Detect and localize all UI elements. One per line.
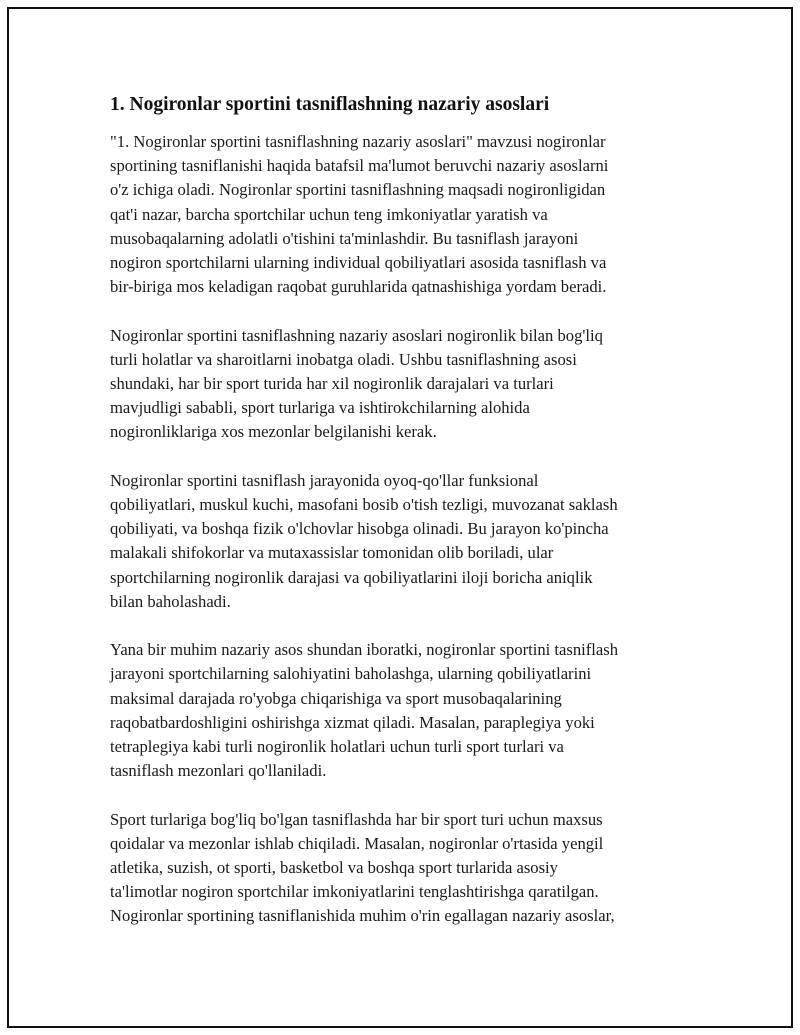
section-heading: 1. Nogironlar sportini tasniflashning nazariy asoslari bbox=[110, 94, 550, 115]
document-body bbox=[110, 92, 690, 953]
paragraph-3: Nogironlar sportini tasniflash jarayonida oyoq-qo'llar funksional qobiliyatlari, muskul kuchi, masofani bosib o'tish tezligi, muvozanat saklash qobiliyati, va boshqa fizik o'lchovlar hisobga olinadi. Bu jarayon ko'pincha malakali shifokorlar va mutaxassislar tomonidan olib boriladi, ular sportchilarning nogironlik darajasi va qobiliyatlarini iloji boricha aniqlik bilan baholashadi. bbox=[110, 470, 618, 611]
paragraph-5: Sport turlariga bog'liq bo'lgan tasniflashda har bir sport turi uchun maxsus qoidalar va mezonlar ishlab chiqiladi. Masalan, nogironlar o'rtasida yengil atletika, suzish, ot sporti, basketbol va boshqa sport turlarida asosiy ta'limotlar nogiron sportchilar imkoniyatlarini tenglashtirishga qaratilgan. Nogironlar sportining tasniflanishida muhim o'rin egallagan nazariy asoslar, bbox=[110, 809, 615, 926]
paragraph-4: Yana bir muhim nazariy asos shundan iboratki, nogironlar sportini tasniflash jarayoni sportchilarning salohiyatini baholashga, ularning qobiliyatlarini maksimal darajada ro'yobga chiqarishiga va sport musobaqalarining raqobatbardoshligini oshirishga xizmat qiladi. Masalan, paraplegiya yoki tetraplegiya kabi turli nogironlik holatlari uchun turli sport turlari va tasniflash mezonlari qo'llaniladi. bbox=[110, 640, 619, 781]
paragraph-2: Nogironlar sportini tasniflashning nazariy asoslari nogironlik bilan bog'liq turli holatlar va sharoitlarni inobatga oladi. Ushbu tasniflashning asosi shundaki, har bir sport turida har xil nogironlik darajalari va turlari mavjudligi sababli, sport turlariga va ishtirokchilarning alohida nogironliklariga xos mezonlar belgilanishi kerak. bbox=[110, 325, 603, 442]
paragraph-1: "1. Nogironlar sportini tasniflashning nazariy asoslari" mavzusi nogironlar sportining tasniflanishi haqida batafsil ma'lumot beruvchi nazariy asoslarni o'z ichiga oladi. Nogironlar sportini tasniflashning maqsadi nogironligidan qat'i nazar, barcha sportchilar uchun teng imkoniyatlar yaratish va musobaqalarning adolatli o'tishini ta'minlashdir. Bu tasniflash jarayoni nogiron sportchilarni ularning individual qobiliyatlari asosida tasniflash va bir-biriga mos keladigan raqobat guruhlarida qatnashishiga yordam beradi. bbox=[110, 132, 609, 297]
